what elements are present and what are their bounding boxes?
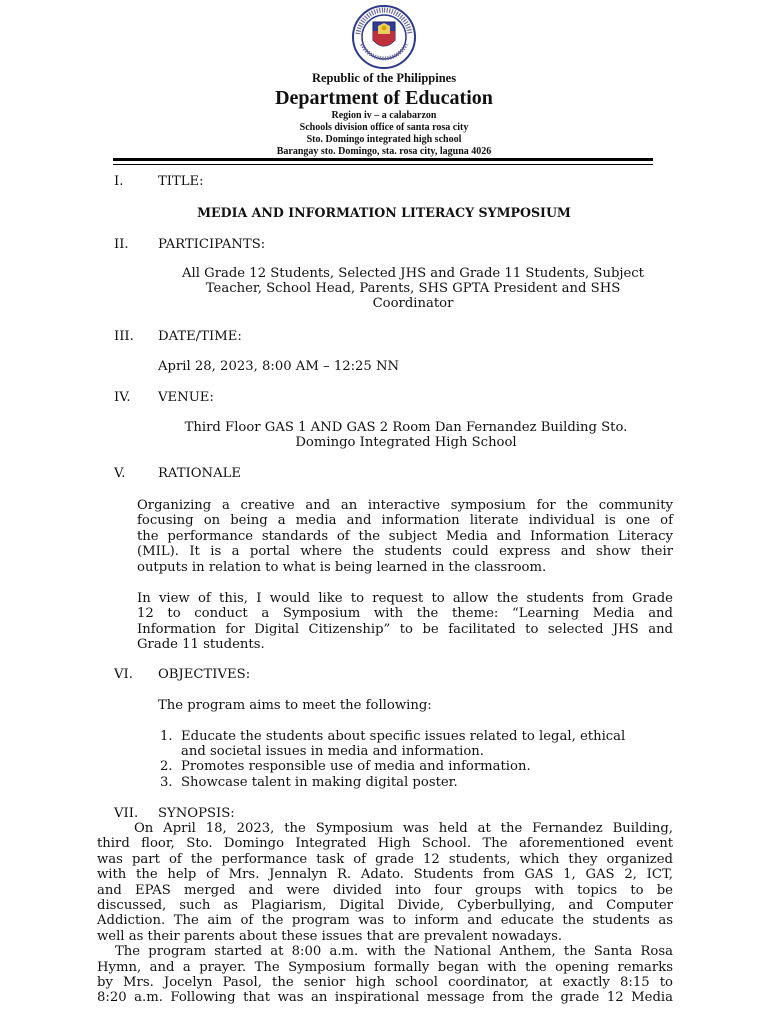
- participants-line: Teacher, School Head, Parents, SHS GPTA President and SHS: [205, 281, 621, 296]
- deped-seal-logo: [344, 4, 424, 70]
- header-division: Schools division office of santa rosa city: [299, 122, 469, 133]
- section-heading-participants: PARTICIPANTS:: [158, 237, 266, 252]
- section-numeral: I.: [114, 174, 124, 189]
- section-numeral: VII.: [114, 806, 139, 821]
- synopsis-line: 8:20 a.m. Following that was an inspirational message from the grade 12 Media: [97, 990, 673, 1006]
- rationale-line: focusing on being a media and information literate individual is one of: [137, 513, 673, 529]
- objective-number: 1.: [160, 729, 173, 744]
- rationale-line: 12 to conduct a Symposium with the theme: “Learning Media and: [137, 606, 673, 622]
- rationale-line: (MIL). It is a portal where the students could express and show their: [137, 544, 673, 560]
- objective-line: and societal issues in media and information.: [181, 744, 484, 759]
- header-region: Region iv – a calabarzon: [331, 110, 437, 121]
- objective-number: 3.: [160, 775, 173, 790]
- synopsis-line: discussed, such as Plagiarism, Digital Divide, Cyberbullying, and Computer: [97, 898, 673, 914]
- section-heading-datetime: DATE/TIME:: [158, 329, 242, 344]
- rationale-line: the performance standards of the subject Media and Information Literacy: [137, 528, 673, 544]
- synopsis-line: by Mrs. Jocelyn Pasol, the senior high school coordinator, at exactly 8:15 to: [97, 975, 673, 991]
- section-numeral: III.: [114, 329, 134, 344]
- synopsis-line: with the help of Mrs. Jennalyn R. Adato. Students from GAS 1, GAS 2, ICT,: [97, 867, 673, 883]
- objectives-intro: The program aims to meet the following:: [158, 698, 432, 713]
- objective-number: 2.: [160, 759, 173, 774]
- synopsis-line: well as their parents about these issues that are prevalent nowadays.: [97, 928, 563, 944]
- section-numeral: V.: [114, 466, 126, 481]
- document-header: [0, 70, 768, 158]
- section-heading-objectives: OBJECTIVES:: [158, 667, 251, 682]
- rationale-line: Information for Digital Citizenship” to be facilitated to selected JHS and: [137, 621, 673, 637]
- synopsis-line: Hymn, and a prayer. The Symposium formally began with the opening remarks: [97, 959, 673, 975]
- datetime-value: April 28, 2023, 8:00 AM – 12:25 NN: [158, 359, 400, 374]
- rationale-paragraph: [137, 591, 673, 653]
- header-school: Sto. Domingo integrated high school: [306, 134, 462, 145]
- rationale-line: outputs in relation to what is being learned in the classroom.: [137, 559, 547, 575]
- section-numeral: II.: [114, 237, 129, 252]
- participants-line: All Grade 12 Students, Selected JHS and Grade 11 Students, Subject: [182, 266, 644, 281]
- synopsis-paragraph: [97, 821, 673, 1006]
- venue-line: Domingo Integrated High School: [295, 435, 517, 450]
- synopsis-line: The program started at 8:00 a.m. with the National Anthem, the Santa Rosa: [115, 944, 673, 960]
- section-heading-title: TITLE:: [158, 174, 204, 189]
- objective-line: Showcase talent in making digital poster.: [181, 775, 458, 790]
- participants-line: Coordinator: [372, 296, 454, 311]
- section-numeral: VI.: [114, 667, 133, 682]
- section-heading-venue: VENUE:: [158, 390, 214, 405]
- objective-line: Promotes responsible use of media and information.: [181, 759, 531, 774]
- rationale-paragraph: [137, 498, 673, 575]
- section-heading-rationale: RATIONALE: [158, 466, 241, 481]
- section-heading-synopsis: SYNOPSIS:: [158, 806, 235, 821]
- rationale-line: Organizing a creative and an interactive symposium for the community: [137, 498, 673, 513]
- header-divider-thin: [113, 164, 653, 165]
- synopsis-line: and EPAS merged and were divided into four groups with topics to be: [97, 882, 673, 898]
- header-department: Department of Education: [275, 87, 493, 109]
- objective-line: Educate the students about specific issues related to legal, ethical: [181, 729, 626, 744]
- synopsis-line: On April 18, 2023, the Symposium was held at the Fernandez Building,: [134, 821, 673, 836]
- header-republic: Republic of the Philippines: [311, 71, 457, 85]
- synopsis-line: third floor, Sto. Domingo Integrated High School. The aforementioned event: [97, 836, 673, 852]
- section-numeral: IV.: [114, 390, 131, 405]
- rationale-line: In view of this, I would like to request to allow the students from Grade: [137, 591, 673, 606]
- synopsis-line: Addiction. The aim of the program was to inform and educate the students as: [97, 913, 673, 929]
- title-value: MEDIA AND INFORMATION LITERACY SYMPOSIUM: [197, 205, 571, 220]
- venue-line: Third Floor GAS 1 AND GAS 2 Room Dan Fernandez Building Sto.: [184, 420, 628, 435]
- rationale-line: Grade 11 students.: [137, 637, 265, 653]
- header-divider-thick: [113, 158, 653, 161]
- synopsis-line: was part of the performance task of grade 12 students, which they organized: [97, 851, 673, 867]
- header-address: Barangay sto. Domingo, sta. rosa city, laguna 4026: [276, 146, 492, 157]
